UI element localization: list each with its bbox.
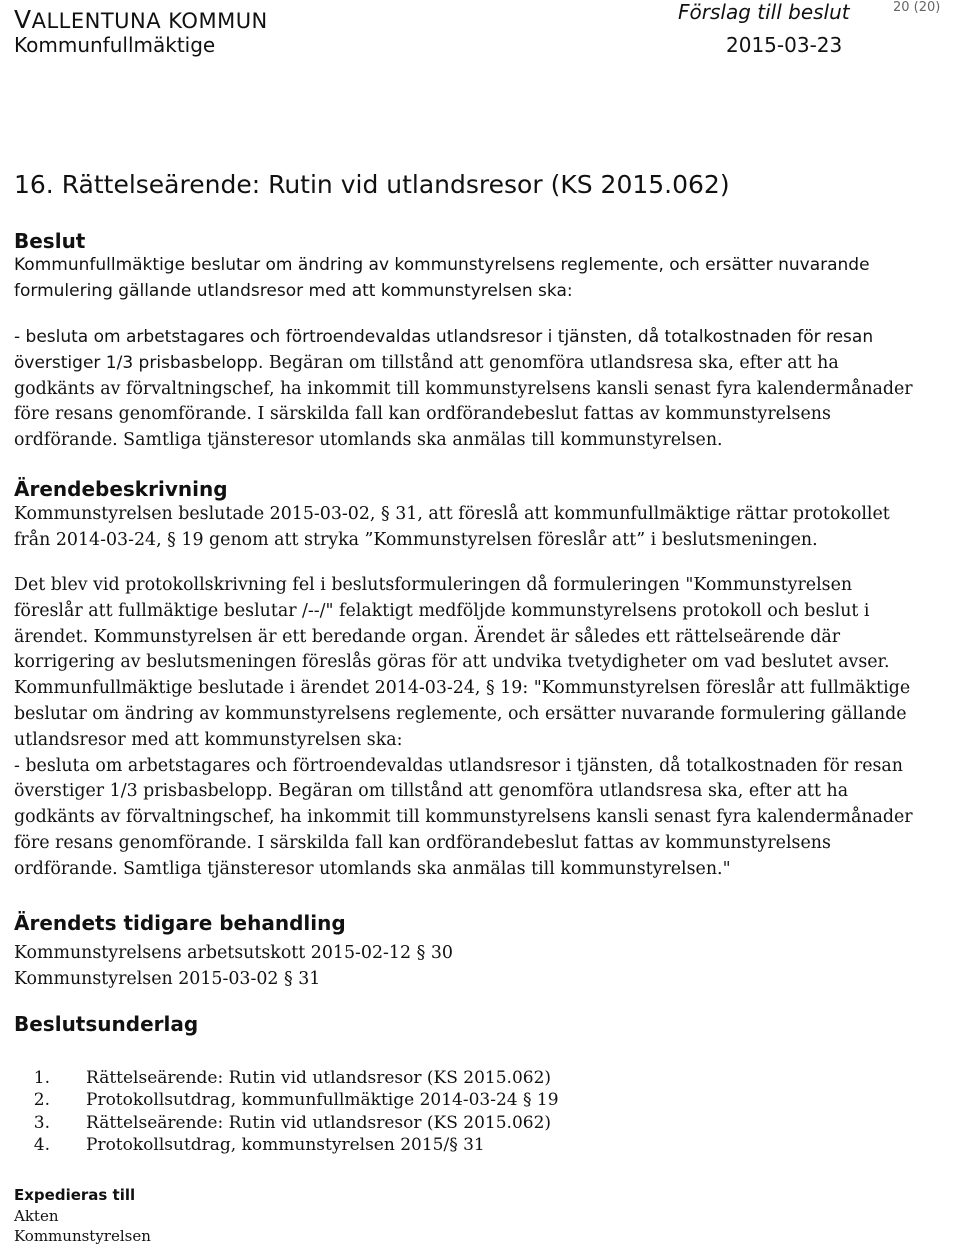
beslutsunderlag-list — [14, 1067, 559, 1156]
text-line: godkänts av förvaltningschef, ha inkommit till kommunstyrelsens kansli senast fyra kalendermånader — [14, 378, 913, 399]
list-item — [14, 1089, 559, 1111]
list-item-number: 2. — [33, 1090, 50, 1111]
text-line: godkänts av förvaltningschef, ha inkommit till kommunstyrelsens kansli senast fyra kalendermånader — [14, 807, 913, 828]
department-name: Kommunfullmäktige — [14, 33, 216, 57]
text-line: utlandsresor med att kommunstyrelsen ska: — [14, 729, 403, 750]
distribution-recipient: Kommunstyrelsen — [14, 1227, 151, 1245]
list-item — [14, 1134, 559, 1156]
text-fragment: Begäran om tillstånd att genomföra utlandsresa ska, efter att ha — [263, 352, 839, 373]
list-item — [14, 1067, 559, 1089]
list-item-text: Rättelseärende: Rutin vid utlandsresor (KS 2015.062) — [86, 1068, 552, 1088]
arendebeskrivning-paragraph-1 — [14, 502, 944, 554]
text-line: - besluta om arbetstagares och förtroendevaldas utlandsresor i tjänsten, då totalkostnaden för resan — [14, 327, 874, 347]
text-line: korrigering av beslutsmeningen föreslås göras för att undvika tvetydigheter om vad beslutet avser. — [14, 652, 890, 673]
section-title-beslut: Beslut — [14, 229, 86, 253]
text-line: överstiger 1/3 prisbasbelopp. Begäran om tillstånd att genomföra utlandsresa ska, efter att ha — [14, 781, 849, 802]
item-heading: 16. Rättelseärende: Rutin vid utlandsresor (KS 2015.062) — [14, 170, 730, 199]
text-line: ordförande. Samtliga tjänsteresor utomlands ska anmälas till kommunstyrelsen." — [14, 858, 731, 879]
text-fragment: överstiger 1/3 prisbasbelopp. — [14, 352, 264, 373]
text-line: Kommunfullmäktige beslutar om ändring av kommunstyrelsens reglemente, och ersätter nuvarande — [14, 255, 870, 275]
list-item-number: 3. — [33, 1112, 50, 1133]
text-line: Kommunstyrelsen 2015-03-02 § 31 — [14, 968, 321, 989]
list-item-text: Rättelseärende: Rutin vid utlandsresor (KS 2015.062) — [86, 1112, 552, 1133]
page-number: 20 (20) — [893, 0, 941, 15]
text-line: före resans genomförande. I särskilda fall kan ordförandebeslut fattas av kommunstyrelsens — [14, 404, 831, 425]
tidigare-behandling-list — [14, 941, 944, 993]
organization-name-rest: ALLENTUNA KOMMUN — [31, 9, 268, 33]
text-line: Det blev vid protokollskrivning fel i beslutsformuleringen då formuleringen "Kommunstyrelsen — [14, 575, 853, 595]
section-title-beslutsunderlag: Beslutsunderlag — [14, 1012, 199, 1036]
list-item-number: 4. — [33, 1134, 50, 1155]
text-line: föreslår att fullmäktige beslutar /--/" felaktigt medföljde kommunstyrelsens protokoll och beslut i — [14, 600, 870, 621]
list-item-text: Protokollsutdrag, kommunfullmäktige 2014-03-24 § 19 — [86, 1090, 559, 1111]
distribution-title: Expedieras till — [14, 1186, 136, 1204]
text-line: Kommunfullmäktige beslutade i ärendet 2014-03-24, § 19: "Kommunstyrelsen föreslår att fullmäktige — [14, 678, 911, 699]
document-status: Förslag till beslut — [678, 0, 850, 24]
text-line: formulering gällande utlandsresor med att kommunstyrelsen ska: — [14, 280, 573, 301]
text-line: Kommunstyrelsen beslutade 2015-03-02, § 31, att föreslå att kommunfullmäktige rättar protokollet — [14, 504, 890, 524]
arendebeskrivning-paragraph-2 — [14, 573, 944, 883]
text-line: ärendet. Kommunstyrelsen är ett beredande organ. Ärendet är således ett rättelseärende där — [14, 626, 841, 647]
beslut-decision — [14, 325, 944, 454]
list-item — [14, 1112, 559, 1134]
list-item-number: 1. — [33, 1068, 50, 1088]
text-line: ordförande. Samtliga tjänsteresor utomlands ska anmälas till kommunstyrelsen. — [14, 430, 723, 451]
text-line: Kommunstyrelsens arbetsutskott 2015-02-12 § 30 — [14, 943, 453, 963]
distribution-recipient: Akten — [14, 1207, 59, 1225]
text-line: - besluta om arbetstagares och förtroendevaldas utlandsresor i tjänsten, då totalkostnaden för resan — [14, 755, 903, 776]
organization-initial: V — [14, 5, 32, 34]
text-line: beslutar om ändring av kommunstyrelsens reglemente, och ersätter nuvarande formulering gällande — [14, 703, 907, 724]
organization-name — [14, 5, 268, 34]
text-line-mixed — [14, 351, 944, 377]
text-line: före resans genomförande. I särskilda fall kan ordförandebeslut fattas av kommunstyrelsens — [14, 832, 831, 853]
section-title-arendebeskrivning: Ärendebeskrivning — [14, 477, 228, 501]
section-title-tidigare-behandling: Ärendets tidigare behandling — [14, 911, 346, 935]
text-line: från 2014-03-24, § 19 genom att stryka ”Kommunstyrelsen föreslår att” i beslutsmeningen. — [14, 529, 818, 550]
beslut-intro — [14, 253, 944, 305]
document-date: 2015-03-23 — [726, 33, 843, 57]
list-item-text: Protokollsutdrag, kommunstyrelsen 2015/§ 31 — [86, 1134, 485, 1155]
